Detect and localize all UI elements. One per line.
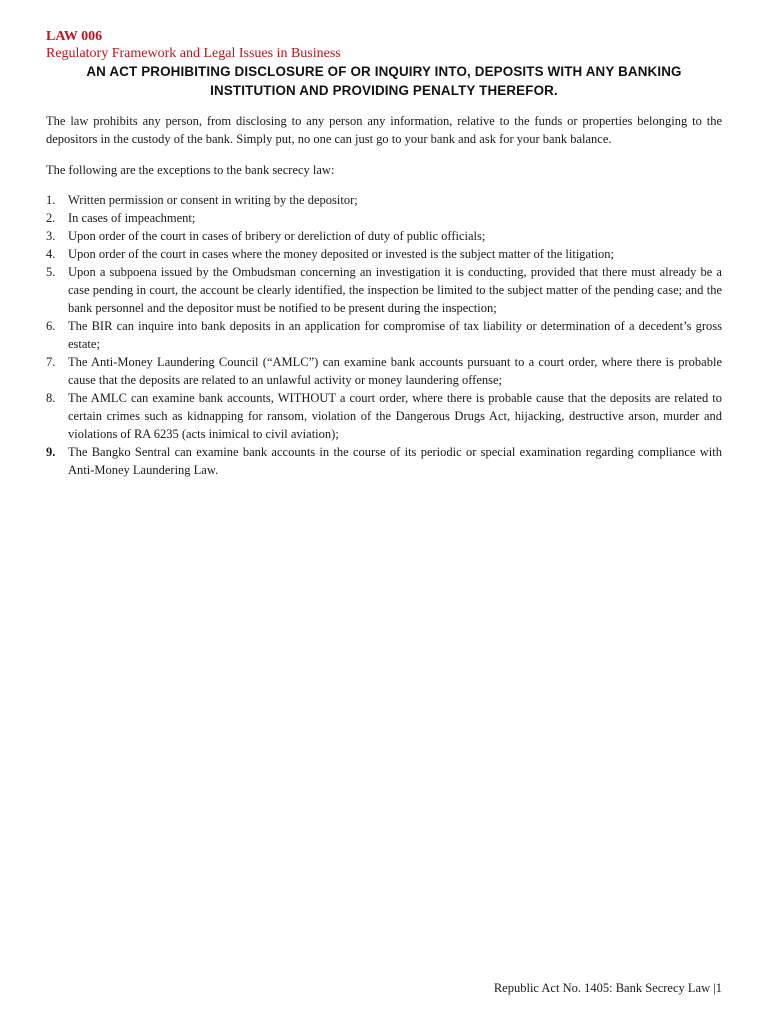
document-title: AN ACT PROHIBITING DISCLOSURE OF OR INQUIRY INTO, DEPOSITS WITH ANY BANKING INSTITUTION AND PROVIDING PENALTY THEREFOR. [86, 64, 682, 98]
exception-item [46, 209, 722, 227]
exception-number: 8. [46, 391, 56, 405]
exception-number: 7. [46, 355, 56, 369]
exception-item [46, 317, 722, 353]
exceptions-lead: The following are the exceptions to the bank secrecy law: [46, 162, 335, 177]
exception-item [46, 227, 722, 245]
exception-number: 3. [46, 229, 56, 243]
exception-text: Upon a subpoena issued by the Ombudsman concerning an investigation it is conducting, provided that there must already be a case pending in court, the account be clearly identified, the inspection be limited to the subject matter of the pending case; and the bank personnel and the depositor must be notified to be present during the inspection; [68, 265, 722, 315]
exception-text: Upon order of the court in cases where the money deposited or invested is the subject matter of the litigation; [68, 247, 615, 261]
exceptions-list [46, 191, 722, 479]
course-code: LAW 006 [46, 29, 103, 44]
exception-item [46, 245, 722, 263]
exception-text: The AMLC can examine bank accounts, WITHOUT a court order, where there is probable cause that the deposits are related to certain crimes such as kidnapping for ransom, violation of the Dangerous Drugs Act, hijacking, destructive arson, murder and violations of RA 6235 (acts inimical to civil aviation); [68, 391, 722, 441]
exception-number: 9. [46, 445, 56, 459]
page-footer: Republic Act No. 1405: Bank Secrecy Law |1 [493, 981, 722, 995]
exception-text: The BIR can inquire into bank deposits in an application for compromise of tax liability or determination of a decedent’s gross estate; [68, 319, 722, 351]
intro-paragraph: The law prohibits any person, from disclosing to any person any information, relative to the funds or properties belonging to the depositors in the custody of the bank. Simply put, no one can just go to your bank and ask for your bank balance. [46, 114, 722, 146]
exception-number: 4. [46, 247, 56, 261]
exception-item [46, 191, 722, 209]
exception-text: Upon order of the court in cases of bribery or dereliction of duty of public officials; [68, 229, 486, 243]
exception-item [46, 389, 722, 443]
exception-text: Written permission or consent in writing by the depositor; [68, 193, 358, 207]
course-name: Regulatory Framework and Legal Issues in Business [46, 46, 341, 61]
exception-item [46, 353, 722, 389]
exception-text: The Anti-Money Laundering Council (“AMLC”) can examine bank accounts pursuant to a court order, where there is probable cause that the deposits are related to an unlawful activity or money laundering offense; [68, 355, 722, 387]
exception-text: In cases of impeachment; [68, 211, 196, 225]
exception-number: 1. [46, 193, 56, 207]
exception-text: The Bangko Sentral can examine bank accounts in the course of its periodic or special examination regarding compliance with Anti-Money Laundering Law. [68, 445, 722, 477]
exception-item [46, 263, 722, 317]
exception-item [46, 443, 722, 479]
exception-number: 6. [46, 319, 56, 333]
document-page [46, 28, 722, 479]
exception-number: 5. [46, 265, 56, 279]
exception-number: 2. [46, 211, 56, 225]
